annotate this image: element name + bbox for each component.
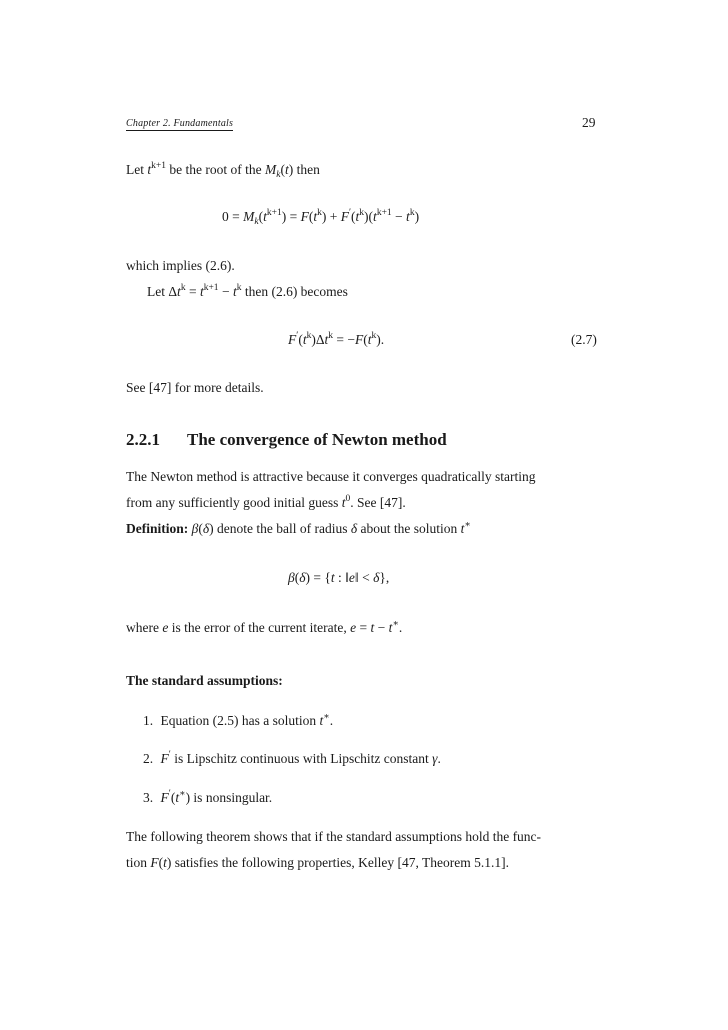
section-title: The convergence of Newton method <box>187 430 447 449</box>
paragraph-root-definition: Let $t^{k+1}$ be the root of the $M_k(t)$ then <box>126 161 320 180</box>
definition-label: Definition: <box>126 521 189 536</box>
section-heading <box>126 430 447 450</box>
assumption-item-1: 1. Equation (2.5) has a solution t∗. <box>143 712 334 728</box>
running-header <box>126 118 233 129</box>
equation-number: (2.7) <box>571 332 597 347</box>
assumption-item-3: 3. F′(t∗) is nonsingular. <box>143 789 273 805</box>
paragraph-newton-line2: from any sufficiently good initial guess $t^0$. See [47]. <box>126 494 406 510</box>
running-title: Chapter 2. Fundamentals <box>126 118 234 129</box>
assumptions-heading: The standard assumptions: <box>126 673 283 688</box>
paragraph-theorem-line2: tion F(t) satisfies the following properties, Kelley [47, Theorem 5.1.1]. <box>126 855 509 870</box>
paragraph-implies: which implies (2.6). <box>126 258 235 273</box>
paragraph-see-more: See [47] for more details. <box>126 380 264 395</box>
paragraph-delta-definition: Let $\Delta t^k = t^{k+1} - t^k$ then (2.6) becomes <box>147 283 348 299</box>
assumption-item-2: 2. F′ is Lipschitz continuous with Lipschitz constant γ. <box>143 750 441 766</box>
paragraph-newton-line1: The Newton method is attractive because it converges quadratically starting <box>126 469 536 484</box>
paragraph-theorem-line1: The following theorem shows that if the standard assumptions hold the func- <box>126 829 542 844</box>
equation-newton-step: $F'(t^k)\Delta t^k = -F(t^k)$. <box>288 331 385 347</box>
equation-ball: β(δ) = {t : ‖e‖ < δ}, <box>288 570 390 585</box>
page-number: 29 <box>582 115 596 130</box>
paragraph-error-definition: where e is the error of the current iterate, e = t − t∗. <box>126 619 403 635</box>
equation-newton-model: $0 = M_k(t^{k+1}) = F(t^k) + F'(t^k)(t^{k+1} - t^k)$ <box>222 208 420 227</box>
section-number: 2.2.1 <box>126 430 160 449</box>
definition-line: Definition: β(δ) denote the ball of radius δ about the solution t∗ <box>126 520 471 536</box>
